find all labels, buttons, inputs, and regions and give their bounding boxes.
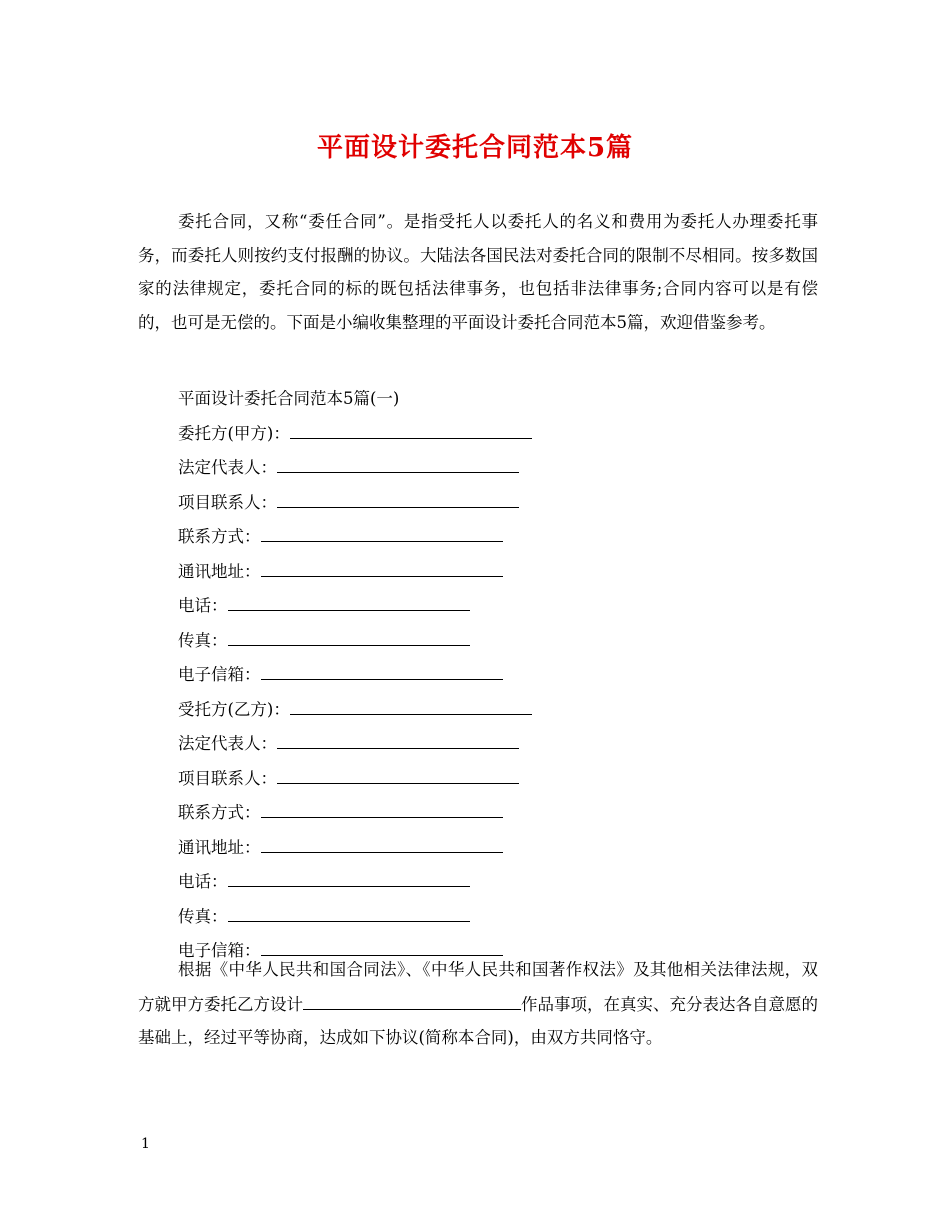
party-b-email-field: 电子信箱： xyxy=(138,933,818,968)
party-a-project-contact-field: 项目联系人： xyxy=(138,485,818,520)
document-title: 平面设计委托合同范本5篇 xyxy=(316,133,634,163)
design-work-blank xyxy=(303,987,521,1010)
party-b-contact-method-blank xyxy=(261,795,503,818)
party-b-field: 受托方(乙方)： xyxy=(138,692,818,727)
party-b-legal-rep-field: 法定代表人： xyxy=(138,726,818,761)
party-a-legal-rep-field: 法定代表人： xyxy=(138,450,818,485)
party-a-address-field: 通讯地址： xyxy=(138,554,818,589)
party-a-email-blank xyxy=(261,657,503,680)
party-b-project-contact-blank xyxy=(277,761,519,784)
party-b-fax-blank xyxy=(228,899,470,922)
party-b-contact-method-field: 联系方式： xyxy=(138,795,818,830)
party-a-email-field: 电子信箱： xyxy=(138,657,818,692)
party-b-project-contact-field: 项目联系人： xyxy=(138,761,818,796)
party-b-address-blank xyxy=(261,830,503,853)
party-info-list xyxy=(138,382,818,968)
party-b-legal-rep-blank xyxy=(277,726,519,749)
intro-paragraph: 委托合同，又称“委任合同”。是指受托人以委托人的名义和费用为委托人办理委托事务，而委托人则按约支付报酬的协议。大陆法各国民法对委托合同的限制不尽相同。按多数国家的法律规定，委托合同的标的既包括法律事务，也包括非法律事务;合同内容可以是有偿的，也可是无偿的。下面是小编收集整理的平面设计委托合同范本5篇，欢迎借鉴参考。 xyxy=(138,212,818,332)
party-a-blank xyxy=(290,416,532,439)
party-a-fax-field: 传真： xyxy=(138,623,818,658)
page-number: 1 xyxy=(141,1136,150,1152)
party-a-phone-field: 电话： xyxy=(138,588,818,623)
party-b-phone-blank xyxy=(228,864,470,887)
party-b-fax-field: 传真： xyxy=(138,899,818,934)
section-heading: 平面设计委托合同范本5篇(一) xyxy=(178,389,400,408)
party-a-fax-blank xyxy=(228,623,470,646)
party-a-field: 委托方(甲方)： xyxy=(138,416,818,451)
party-b-blank xyxy=(290,692,532,715)
party-a-contact-method-blank xyxy=(261,519,503,542)
party-a-phone-blank xyxy=(228,588,470,611)
party-a-project-contact-blank xyxy=(277,485,519,508)
legal-basis-paragraph: 根据《中华人民共和国合同法》、《中华人民共和国著作权法》及其他相关法律法规，双方就甲方委托乙方设计 作品事项，在真实、充分表达各自意愿的基础上，经过平等协商，达成如下协议(简称本合同)，由双方共同恪守。 xyxy=(138,960,818,1047)
party-b-phone-field: 电话： xyxy=(138,864,818,899)
party-b-address-field: 通讯地址： xyxy=(138,830,818,865)
party-a-address-blank xyxy=(261,554,503,577)
party-a-legal-rep-blank xyxy=(277,450,519,473)
party-a-contact-method-field: 联系方式： xyxy=(138,519,818,554)
